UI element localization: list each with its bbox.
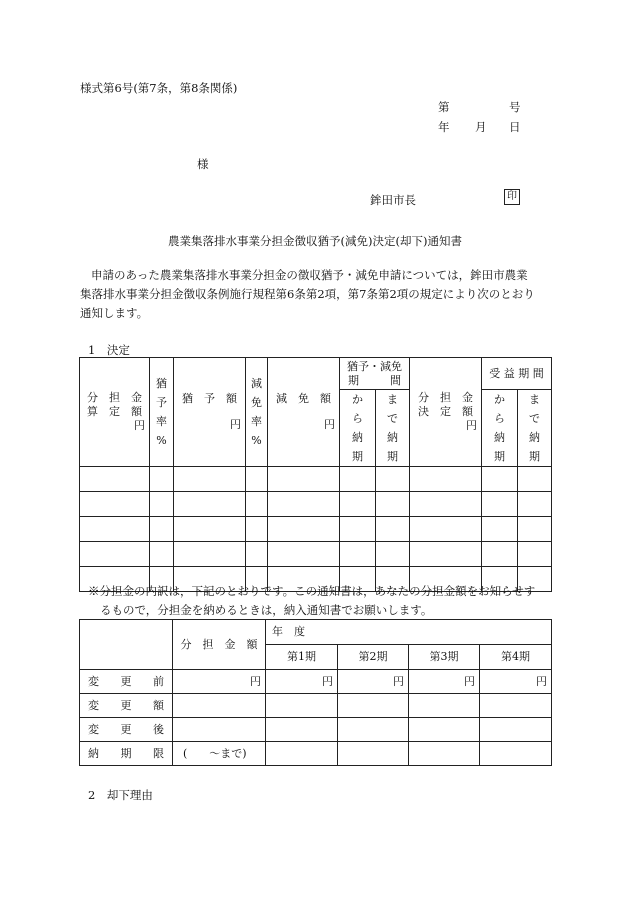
section-decision-heading: 1 決定 <box>88 343 130 357</box>
header-deferral-amount: 猶 予 額 円 <box>174 358 246 467</box>
header-deferral-rate: 猶 予 率 % <box>150 358 174 467</box>
table-row <box>80 492 552 517</box>
header-period-2: 第2期 <box>338 645 409 670</box>
table-row <box>80 467 552 492</box>
header-period-from: か ら 納 期 <box>340 390 376 467</box>
header-benefit-period: 受 益 期 間 <box>482 358 552 390</box>
breakdown-corner <box>80 620 173 670</box>
header-benefit-from: か ら 納 期 <box>482 390 518 467</box>
seal-label: 印 <box>507 191 517 202</box>
note-line: ※分担金の内訳は，下記のとおりです。この通知書は，あなたの分担金額をお知らせす <box>88 584 536 598</box>
seal-mark <box>504 189 520 205</box>
decision-table <box>79 357 552 592</box>
header-period-4: 第4期 <box>480 645 552 670</box>
header-deferral-period: 猶予・減免 期 間 <box>340 358 410 390</box>
document-title: 農業集落排水事業分担金徴収猶予(減免)決定(却下)通知書 <box>168 234 462 248</box>
row-before-change: 変 更 前 円 円 円 円 円 <box>80 670 552 694</box>
section-rejection-heading: 2 却下理由 <box>88 788 153 802</box>
table-row <box>80 542 552 567</box>
form-number: 様式第6号(第7条，第8条関係) <box>80 81 238 95</box>
row-after-change: 変 更 後 <box>80 718 552 742</box>
intro-line: 集落排水事業分担金徴収条例施行規程第6条第2項，第7条第2項の規定により次のとおり <box>80 287 535 301</box>
table-row <box>80 517 552 542</box>
date-day: 日 <box>509 120 521 134</box>
row-change-amount: 変 更 額 <box>80 694 552 718</box>
addressee-suffix: 様 <box>197 157 209 171</box>
header-period-3: 第3期 <box>409 645 480 670</box>
header-fiscal-year: 年 度 <box>266 620 552 645</box>
header-benefit-until: ま で 納 期 <box>518 390 552 467</box>
header-assessed-amount: 分 担 金 算 定 額 円 <box>80 358 150 467</box>
note-line: るもので，分担金を納めるときは，納入通知書でお願いします。 <box>100 603 433 617</box>
header-period-until: ま で 納 期 <box>376 390 410 467</box>
doc-number-prefix: 第 <box>438 100 450 114</box>
issuer-name: 鉾田市長 <box>370 193 416 207</box>
intro-paragraph <box>80 266 550 323</box>
intro-line: 申請のあった農業集落排水事業分担金の徴収猶予・減免申請については，鉾田市農業 <box>91 268 528 282</box>
due-date-value: ( ～まで) <box>173 742 266 766</box>
header-reduction-rate: 減 免 率 % <box>246 358 268 467</box>
header-reduction-amount: 減 免 額 円 <box>268 358 340 467</box>
header-share-amount: 分 担 金 額 <box>173 620 266 670</box>
intro-line: 通知します。 <box>80 306 149 320</box>
doc-number-suffix: 号 <box>509 100 521 114</box>
date-month: 月 <box>475 120 487 134</box>
row-due-date: 納 期 限 ( ～まで) <box>80 742 552 766</box>
header-period-1: 第1期 <box>266 645 338 670</box>
header-decided-amount: 分 担 金 決 定 額 円 <box>410 358 482 467</box>
breakdown-table <box>79 619 552 766</box>
date-year: 年 <box>438 120 450 134</box>
breakdown-note <box>88 582 558 620</box>
